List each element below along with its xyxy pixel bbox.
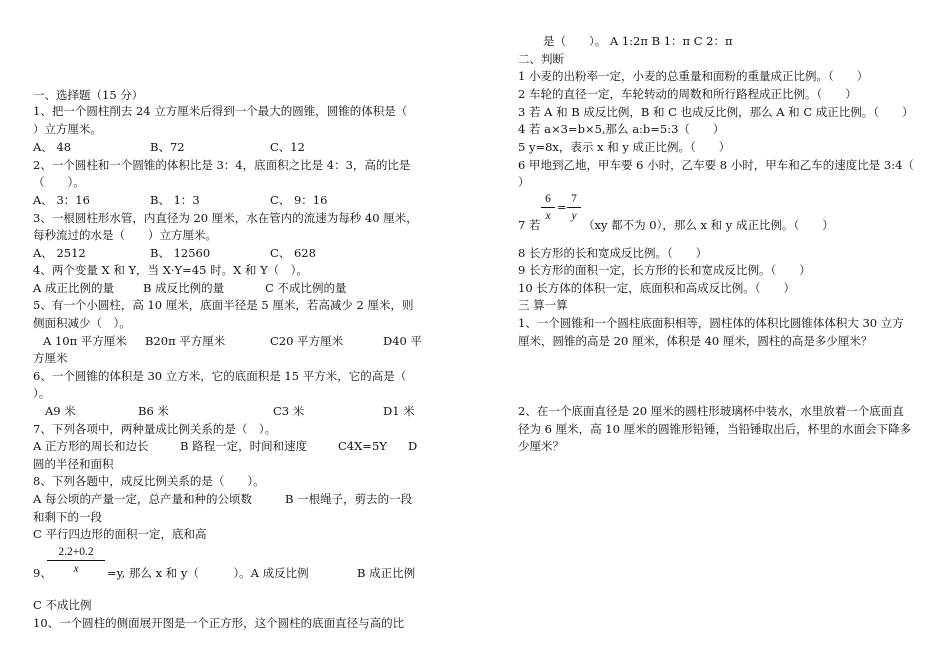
judge-item-3: 3 若 A 和 B 成反比例，B 和 C 也成反比例，那么 A 和 C 成正比例。（ ） [518,105,914,119]
q2-option-c: C、 9：16 [270,193,328,207]
q5-option-d: D40 平 [383,334,423,348]
judge-7-fraction-right [567,191,581,224]
q2-option-b: B、 1：3 [150,193,200,207]
q9-numerator: 2.2+0.2 [47,544,105,561]
q1-option-c: C、12 [270,140,305,154]
section-title-judge: 二、判断 [518,52,564,66]
judge-7-numerator-left: 6 [541,191,555,208]
judge-7-denominator-left: x [545,210,551,222]
section-title-calc: 三 算一算 [518,298,568,312]
judge-item-5: 5 y=8x，表示 x 和 y 成正比例。（ ） [518,140,731,154]
q8-option-b: B 一根绳子，剪去的一段 [285,492,413,506]
judge-item-4: 4 若 a×3=b×5,那么 a:b=5:3（ ） [518,122,725,136]
q4-text: 4、两个变量 X 和 Y，当 X·Y=45 时。X 和 Y（ ）。 [33,263,308,277]
q9-fraction [47,544,105,577]
q1-option-b: B、72 [150,140,185,154]
q9-denominator: x [73,563,79,575]
q6-option-d: D1 米 [383,404,415,418]
q9-text: =y, 那么 x 和 y（ ）。A 成反比例 [107,566,309,580]
q7-option-d-cont: 圆的半径和面积 [33,457,114,471]
section-title-choice: 一、选择题（15 分） [33,88,144,102]
calc-item-2-cont2: 少厘米？ [518,439,564,453]
q5-text-cont: 侧面积减少（ ）。 [33,316,131,330]
q7-text: 7、下列各项中，两种量成比例关系的是（ ）。 [33,422,277,436]
judge-item-6: 6 甲地到乙地，甲车要 6 小时，乙车要 8 小时，甲车和乙车的速度比是 3:4（ [518,158,914,172]
q5-option-d-cont: 方厘米 [33,351,68,365]
judge-item-10: 10 长方体的体积一定，底面积和高成反比例。（ ） [518,281,796,295]
q7-option-d: D [408,439,418,453]
judge-item-2: 2 车轮的直径一定，车轮转动的周数和所行路程成正比例。（ ） [518,87,857,101]
q10-text: 10、一个圆柱的侧面展开图是一个正方形，这个圆柱的底面直径与高的比 [33,616,405,630]
q9-option-b: B 成正比例 [357,566,416,580]
judge-item-7-label: 7 若 [518,218,541,232]
q5-text: 5、有一个小圆柱，高 10 厘米，底面半径是 5 厘米，若高减少 2 厘米，则 [33,298,414,312]
q6-text-cont: ）。 [33,386,51,400]
judge-item-7: （xy 都不为 0），那么 x 和 y 成正比例。（ ） [583,218,834,232]
q7-option-b: B 路程一定，时间和速度 [180,439,308,453]
q3-option-b: B、 12560 [150,246,211,260]
judge-item-8: 8 长方形的长和宽成反比例。（ ） [518,246,708,260]
judge-7-equals: = [557,200,567,214]
q6-text: 6、一个圆锥的体积是 30 立方米，它的底面积是 15 平方米，它的高是（ [33,369,407,383]
q8-option-b-cont: 和剩下的一段 [33,510,102,524]
q6-option-b: B6 米 [138,404,169,418]
q2-text: 2、一个圆柱和一个圆锥的体积比是 3：4，底面积之比是 4：3，高的比是 [33,158,411,172]
q4-option-b: B 成反比例的量 [143,281,225,295]
q3-text-cont: 每秒流过的水是（ ）立方厘米。 [33,228,217,242]
q9-option-c: C 不成比例 [33,598,92,612]
q3-text: 3、一根圆柱形水管，内直径为 20 厘米，水在管内的流速为每秒 40 厘米， [33,211,418,225]
calc-item-1-cont: 厘米，圆锥的高是 20 厘米，体积是 40 厘米，圆柱的高是多少厘米？ [518,334,873,348]
q8-option-a: A 每公顷的产量一定，总产量和种的公顷数 [33,492,252,506]
q5-option-a: A 10π 平方厘米 [43,334,127,348]
q10-text-cont: 是（ ）。 A 1:2π B 1：π C 2：π [543,34,733,48]
judge-7-denominator-right: y [571,210,577,222]
q7-option-c: C4X=5Y [338,439,387,453]
judge-item-9: 9 长方形的面积一定，长方形的长和宽成反比例。（ ） [518,263,811,277]
judge-7-numerator-right: 7 [567,191,581,208]
calc-item-1: 1、一个圆锥和一个圆柱底面积相等，圆柱体的体积比圆锥体体积大 30 立方 [518,316,904,330]
q5-option-b: B20π 平方厘米 [145,334,226,348]
q6-option-c: C3 米 [273,404,305,418]
q9-label: 9、 [33,566,52,580]
q1-option-a: A、 48 [33,140,72,154]
q5-option-c: C20 平方厘米 [270,334,344,348]
judge-item-1: 1 小麦的出粉率一定，小麦的总重量和面粉的重量成正比例。（ ） [518,69,869,83]
q1-text: 1、把一个圆柱削去 24 立方厘米后得到一个最大的圆锥，圆锥的体积是（ [33,104,408,118]
q1-text-cont: ）立方厘米。 [33,122,102,136]
judge-item-6-cont: ） [518,175,530,189]
q8-option-c: C 平行四边形的面积一定，底和高 [33,527,207,541]
q4-option-a: A 成正比例的量 [33,281,114,295]
q3-option-c: C、 628 [270,246,316,260]
q2-option-a: A、 3：16 [33,193,90,207]
q4-option-c: C 不成比例的量 [265,281,347,295]
q7-option-a: A 正方形的周长和边长 [33,439,149,453]
calc-item-2: 2、在一个底面直径是 20 厘米的圆柱形玻璃杯中装水，水里放着一个底面直 [518,404,904,418]
q2-text-cont: （ ）。 [33,175,85,189]
calc-item-2-cont: 径为 6 厘米，高 10 厘米的圆锥形铅锤，当铅锤取出后，杯里的水面会下降多 [518,422,912,436]
q6-option-a: A9 米 [45,404,76,418]
q3-option-a: A、 2512 [33,246,86,260]
q8-text: 8、下列各题中，成反比例关系的是（ ）。 [33,474,265,488]
judge-7-fraction-left [541,191,555,224]
